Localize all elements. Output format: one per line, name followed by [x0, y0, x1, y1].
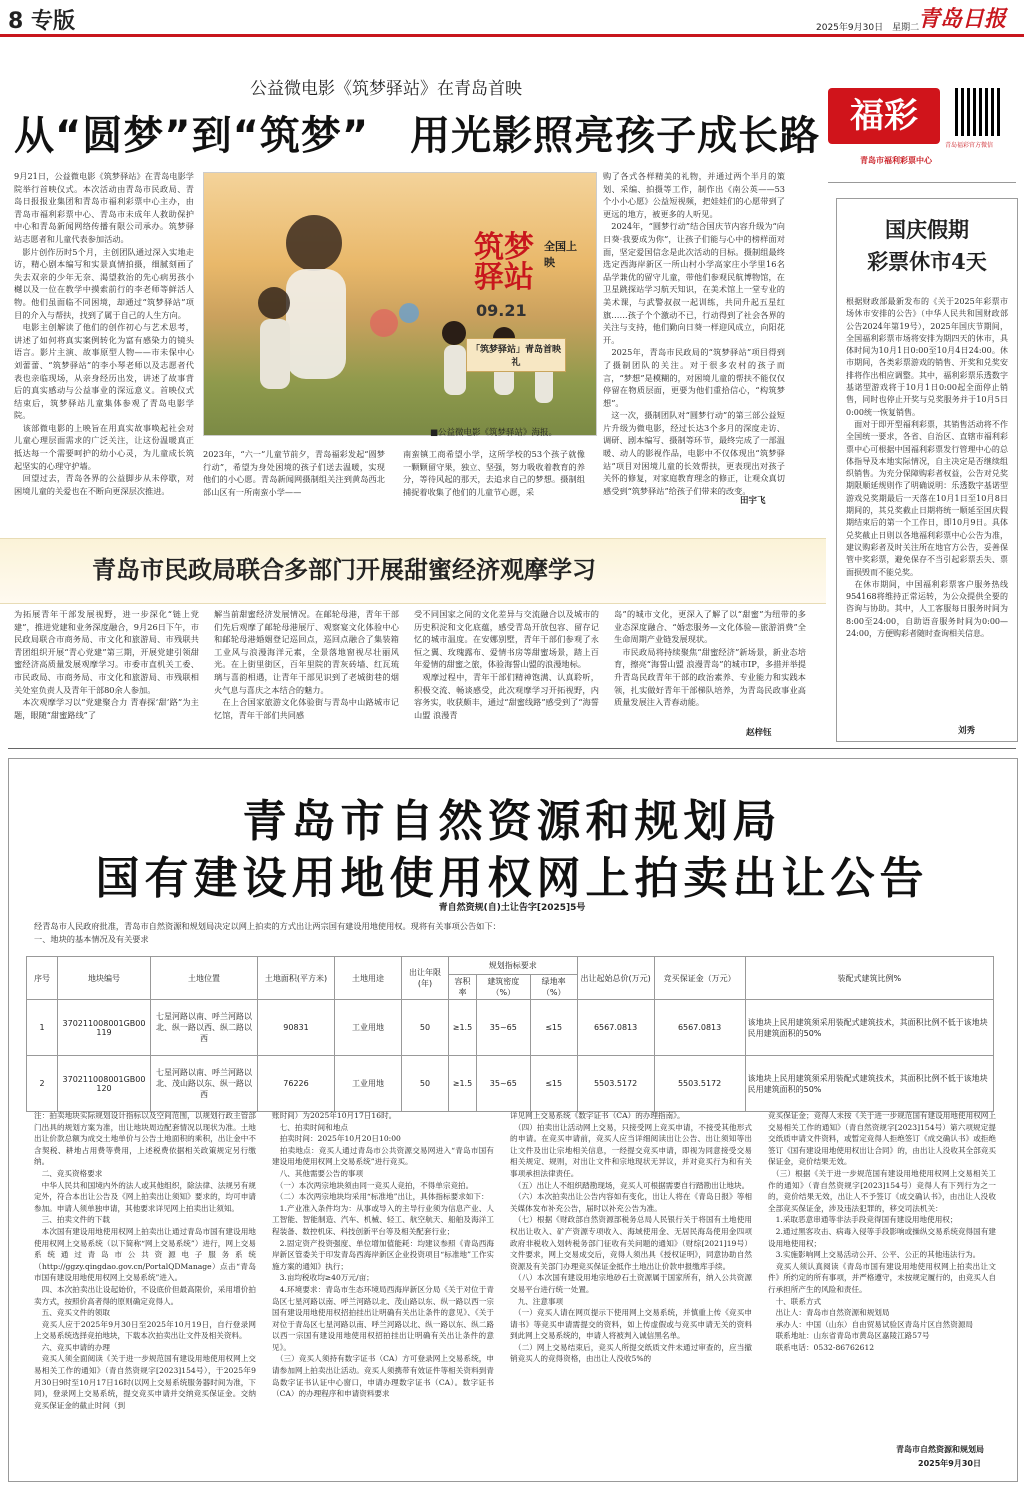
announcement-intro: 经青岛市人民政府批准，青岛市自然资源和规划局决定以网上拍卖的方式出让两宗国有建设用地使用权。现将有关事项公告如下： 一、地块的基本情况及有关要求	[34, 921, 501, 944]
announcement-col3: 详见网上交易系统《数字证书（CA）的办理指南》。 （四）拍卖出让活动网上交易，只接受网上竞买申请，不接受其他形式的申请。在竞买申请前，竞买人应当详细阅读出让公告、出让须知等出让文件及出让宗地相关信息，一经提交竞买申请，即视为同意接受交易相关规定、规则，对出让文件和宗地现状无异议，并对竞买行为和有关事项承担法律责任。 （五）出让人不组织踏勘现场，竞买人可根据需要自行踏勘出让地块。 （六）本次拍卖出让公告内容如有变化，出让人将在《青岛日报》等相关媒体发布补充公告，届时以补充公告为准。 （七）根据《财政部自然资源部税务总局人民银行关于将国有土地使用权出让收入、矿产资源专项收入、海域使用金、无居民海岛使用金四项政府非税收入划转税务部门征收有关问题的通知》（财综[2021]19号）文件要求，网上交易成交后，竞得人须出具《授权证明》，同意协助自然资源及有关部门办理竞买保证金抵作土地出让价款申报缴库手续。 （八）本次国有建设用地宗地砂石土资源属于国家所有，纳入公共资源交易平台进行统一处置。 九、注意事项 （一）竞买人请在网页提示下使用网上交易系统，并慎重上传《竞买申请书》等竞买申请需提交的资料，如上传虚假或与竞买申请无关的资料到此网上交易系统的，申请人将被判入诚信黑名单。 （二）网上交易结束后，竞买人所提交纸质文件未通过审查的，应当撤销竞买人的竞得资格，由出让人没收5%的	[510, 1111, 752, 1364]
cell-use: 工业用地	[335, 1000, 402, 1056]
table-row	[27, 1056, 994, 1112]
cell-parcel: 370211008001GB00119	[58, 1000, 151, 1056]
story2-col3: 受不同国家之间的文化差异与交流融合以及城市的历史积淀和文化底蕴，感受青岛开放包容、留存记忆的城市温度。在安娜别墅，青年干部们参观了永恒之翼、玫瑰露布、爱情书房等甜蜜场景，踏上百年爱情的甜蜜之旅，体验海誓山盟的浪漫地标。 观摩过程中，青年干部们精神饱满、认真聆听，积极交流、畅谈感受，此次观摩学习开拓视野，内容务实，收获颇丰，通过“甜蜜线路”感受到了“海誓山盟 浪漫青	[414, 609, 599, 720]
cell-seq: 1	[27, 1000, 58, 1056]
cell-prefab: 该地块上民用建筑须采用装配式建筑技术，其面积比例不低于该地块民用建筑面积的50%	[745, 1000, 993, 1056]
announcement-col2: 账时间）为2025年10月17日16时。 七、拍卖时间和地点 拍卖时间：2025年10月20日10:00 拍卖地点：竞买人通过青岛市公共资源交易网进入“青岛市国有建设用地使用权网上交易系统”进行竞买。 八、其他需要公告的事项 （一）本次两宗地块须由同一竞买人竞拍，不得单宗竞拍。 （二）本次两宗地块均采用“标准地”出让，具体指标要求如下： 1.产业准入条件均为：从事或导入的主导行业须为信息产业、人工智能、智能制造、汽车、机械、轻工、航空航天、船舶及海洋工程装备、数控机床、科技创新平台等及相关配套行业； 2.固定资产投资强度、单位增加值能耗：均建议参照《青岛西海岸新区管委关于印发青岛西海岸新区企业投资项目“标准地”工作实施方案的通知》执行； 3.亩均税收均≥40万元/亩； 4.环境要求：青岛市生态环境局西海岸新区分局《关于对位于青岛区七星河路以南、呼兰河路以北、茂山路以东、纵一路以西一宗国有建设用地使用权招拍挂出让明确有关出让条件的意见》、《关于对位于青岛区七星河路以南、呼兰河路以北、纵一路以东、纵二路以西一宗国有建设用地使用权招拍挂出让明确有关出让条件的意见》。 （三）竞买人须持有数字证书（CA）方可登录网上交易系统，申请参加网上拍卖出让活动。竞买人须携带有效证件等相关资料到青岛数字证书认证中心窗口，申请办理数字证书（CA）。数字证书（CA）的办理程序和申请资料要求	[272, 1111, 494, 1399]
page-label: 8 专版	[8, 9, 75, 34]
th-start-price: 出让起始总价(万元)	[577, 957, 654, 1000]
th-seq: 序号	[27, 957, 58, 1000]
cell-density: 35~65	[476, 1056, 530, 1112]
cell-years: 50	[402, 1056, 449, 1112]
sidebar-byline: 刘秀	[958, 726, 976, 736]
cell-use: 工业用地	[335, 1056, 402, 1112]
poster-title: 筑梦驿站	[474, 230, 534, 295]
poster-illustration	[204, 173, 596, 435]
cell-deposit: 6567.0813	[654, 1000, 745, 1056]
lottery-center-name: 青岛市福利彩票中心	[860, 156, 932, 165]
cell-start-price: 5503.5172	[577, 1056, 654, 1112]
cell-deposit: 5503.5172	[654, 1056, 745, 1112]
cell-seq: 2	[27, 1056, 58, 1112]
cell-parcel: 370211008001GB00120	[58, 1056, 151, 1112]
cell-location: 七星河路以南、呼兰河路以北、茂山路以东、纵一路以西	[151, 1056, 258, 1112]
issue-date: 2025年9月30日 星期二	[816, 23, 920, 33]
story1-col4: 购了各式各样精美的礼物，并通过两个半月的策划、采编、拍摄等工作，制作出《南公英——53个小小心愿》公益短视频，把娃娃们的心愿带到了更远的地方，被更多的人听见。 2024年，“圆梦行动”结合国庆节内容升级为“向日葵·我要成为你”，让孩子们能与心中的榜样面对面，坚定爱国信念是此次活动的目标。摄制组最终选定西海岸新区一所山村小学高家庄小学里16名品学兼优的留守儿童，带他们参观民航博物馆，在卫星跳探站学习航天知识，在美术馆上一堂专业的美术课，与武警叔叔一起训练，共同升起五星红旗……孩子个个激动不已，行动得到了社会各界的关注与支持，他们勤向日葵一样迎风成立，向阳花开。 2025年，青岛市民政局的“筑梦驿站”项目得到了摄制团队的关注。对于很多农村的孩子而言，“梦想”是模糊的，对困境儿童的帮扶不能仅仅停留在物质层面，更要为他们重拾信心，“构筑梦想”。 这一次，摄制团队对“圆梦行动”的第三部公益短片升级为微电影，经过长达3个多月的深度走访、调研、剧本编写、摄制等环节，最终完成了一部温暖、动人的影视作品，电影中不仅体现出“筑梦驿站”项目对困境儿童的长效帮扶，更表现出对孩子关怀的修复，对家庭教育理念的修正，让观众真切感受到“筑梦驿站”给孩子们带来的改变。	[603, 171, 785, 496]
story2-col4: 岛”的城市文化，更深入了解了以“甜蜜”为纽带的多业态深度融合、“婚恋服务—文化体验—旅游消费”全生命周期产业链发展现状。 市民政局将持续聚焦“甜蜜经济”新场景，新业态培育，擦亮“海誓山盟 浪漫青岛”的城市IP，多措并举提升青岛民政青年干部的政治素养、专业能力和实践本领，扎实做好青年干部梯队培养，为青岛民政事业高质量发展注入青春动能。	[614, 609, 806, 708]
story1-kicker: 公益微电影《筑梦驿站》在青岛首映	[250, 79, 522, 99]
story2-byline: 赵梓钰	[746, 728, 772, 738]
cell-far: ≥1.5	[449, 1000, 477, 1056]
th-indicators: 规划指标要求	[449, 957, 578, 975]
header-rule	[0, 34, 1024, 37]
story1-col3: 南蛮镇工商希望小学，这所学校的53个孩子就像一颗颗留守果，独立、坚强，努力吸收着教育的养分，等待风起的那天，去追求自己的梦想。摄制组捕捉着收集了他们的儿童节心愿，采	[403, 449, 585, 497]
cell-prefab: 该地块上民用建筑须采用装配式建筑技术，其面积比例不低于该地块民用建筑面积的50%	[745, 1056, 993, 1112]
story2-col2: 解当前甜蜜经济发展情况。在邮轮母港，青年干部们先后观摩了邮轮母港展厅、观察宴文化体验中心和邮轮母港婚姻登记巡回点，巡回点融合了集装箱工业风与浪漫海洋元素，全景落地窗视尽壮丽风光。在上街里街区，百年里院的青灰砖墙、红瓦琉璃与喜韵相遇，让青年干部见识到了老城街巷的烟火气息与喜庆之本结合的魅力。 在上合国家旅游文化体验街与青岛中山路城市记忆馆，青年干部们共同感	[214, 609, 399, 720]
story1-byline: 田宇飞	[740, 496, 766, 506]
fucai-logo: 福彩	[828, 88, 940, 144]
th-deposit: 竞买保证金（万元）	[654, 957, 745, 1000]
photo-caption: ■公益微电影《筑梦驿站》海报。	[430, 428, 558, 438]
newspaper-logo: 青岛日报	[918, 6, 1007, 32]
cell-years: 50	[402, 1000, 449, 1056]
sidebar-title: 国庆假期 彩票休市4天	[867, 217, 987, 274]
announcement-col1: 注：拍卖地块实际规划设计指标以及空间范围，以规划行政主管部门出具的规划方案为准，出让地块周边配套情况以现状为准。土地出让价款总额为成交土地单价与公告土地面积的乘积，出让金中不含契税、耕地占用费等费用，上述税费依据相关政策规定另行缴纳。 二、竞买资格要求 中华人民共和国境内外的法人或其他组织，除法律、法规另有规定外，符合本出让公告及《网上拍卖出让须知》要求的，均可申请参加。申请人须单独申请，其他要求详见网上拍卖出让须知。 三、拍卖文件的下载 本次国有建设用地使用权网上拍卖出让通过青岛市国有建设用地使用权网上交易系统（以下简称“网上交易系统”）进行，网上交易系统通过青岛市公共资源电子服务系统（http://ggzy.qingdao.gov.cn/PortalQDManage）点击“青岛市国有建设用地使用权网上交易系统”进入。 四、本次拍卖出让设起始价，不设底价但最高限价，采用增价拍卖方式，按照价高者得的原则确定竞得人。 五、竞买文件的领取 竞买人应于2025年9月30日至2025年10月19日，自行登录网上交易系统选择竞拍地块，下载本次拍卖出让文件及相关资料。 六、竞买申请的办理 竞买人须全面阅读《关于进一步规范国有建设用地使用权网上交易相关工作的通知》（青自然资规字[2023]154号），于2025年9月30日9时至10月17日16时(以网上交易系统服务器时间为准，下同)，登录网上交易系统，提交竞买申请并交纳竞买保证金。交纳竞买保证金的截止时间（到	[34, 1111, 256, 1410]
announcement-title-1: 青岛市自然资源和规划局	[242, 796, 782, 847]
story2-headline: 青岛市民政局联合多部门开展甜蜜经济观摩学习	[92, 556, 596, 584]
th-use: 土地用途	[335, 957, 402, 1000]
story1-col2: 2023年，“六一”儿童节前夕，青岛福彩发起“圆梦行动”，希望为身处困境的孩子们送去温暖，实现他们的小心愿。青岛新闻网摄制组关注到黄岛西北部山区有一所南蛮小学——	[203, 449, 385, 497]
announcement-signature-org: 青岛市自然资源和规划局	[896, 1445, 984, 1454]
story1-headline: 从“圆梦”到“筑梦” 用光影照亮孩子成长路	[14, 113, 821, 159]
poster-subtitle: 「筑梦驿站」青岛首映礼	[466, 338, 566, 372]
poster-release: 全国上映	[544, 240, 577, 269]
qr-code-icon	[955, 88, 1003, 136]
cell-start-price: 6567.0813	[577, 1000, 654, 1056]
cell-far: ≥1.5	[449, 1056, 477, 1112]
th-area: 土地面积(平方米)	[258, 957, 335, 1000]
cell-area: 76226	[258, 1056, 335, 1112]
story2-col1: 为拓展青年干部发展视野，进一步深化“链上党建”，推进党建和业务深度融合，9月26日下午，市民政局联合市商务局、市文化和旅游局、市残联共青团组织开展“青心党建”第三期，开展党建引领甜蜜经济高质量发展观摩学习。市委市直机关工委、市民政局、市商务局、市文化和旅游局、市残联相关处室负责人及青年干部80余人参加。 本次观摩学习以“党建聚合力 青春探‘甜’路”为主题，眼随“甜蜜路线”了	[14, 609, 199, 720]
announcement-col4: 竞买保证金；竞得人未按《关于进一步规范国有建设用地使用权网上交易相关工作的通知》（青自然资规字[2023]154号）第六项规定提交纸质申请文件资料，或暂定竞得人拒绝签订《成交确认书》或拒绝签订《国有建设用地使用权出让合同》的，由出让人没收其全部竞买保证金，竞价结果无效。 （三）根据《关于进一步规范国有建设用地使用权网上交易相关工作的通知》（青自然资规字[2023]154号）竞得人有下列行为之一的，竞价结果无效，出让人不予签订《成交确认书》，由出让人没收全部竞买保证金，涉及违法犯罪的，移交司法机关： 1.采取恶意串通等非法手段竞得国有建设用地使用权； 2.通过黑客攻击、病毒入侵等手段影响或操纵交易系统竞得国有建设用地使用权； 3.实施影响网上交易活动公开、公平、公正的其他违法行为。 竞买人须认真阅读《青岛市国有建设用地使用权网上拍卖出让文件》所约定的所有事项，并严格遵守，未按规定履行的，由竞买人自行承担所产生的风险和责任。 十、联系方式 出让人：青岛市自然资源和规划局 承办人：中国（山东）自由贸易试验区青岛片区自然资源局 联系地址：山东省青岛市黄岛区嘉陵江路57号 联系电话：0532-86762612	[768, 1111, 996, 1352]
th-prefab: 装配式建筑比例%	[745, 957, 993, 1000]
announcement-signature-date: 2025年9月30日	[918, 1459, 981, 1468]
cell-green: ≤15	[530, 1000, 577, 1056]
cell-location: 七星河路以南、呼兰河路以北、纵一路以西、纵二路以西	[151, 1000, 258, 1056]
fucai-tagline: 青岛福彩官方微信	[945, 142, 994, 149]
story1-col1: 9月21日，公益微电影《筑梦驿站》在青岛电影学院举行首映仪式。本次活动由青岛市民政局、青岛日报报业集团和青岛市福利彩票中心主办，由青岛市福利彩票中心、青岛市未成年人救助保护中心和青岛新闻网络传播有限公司承办。筑梦驿站志愿者和儿童代表参加活动。 影片创作历时5个月，主创团队通过深入实地走访，精心剧本编写和实景真情拍摄，细腻刻画了失去双亲的少年无奈、渴望救治的先心病男孩小樾以及一位在教学中摸索前行的李老师等鲜活人物。他们虽面临不同困境，却通过“筑梦驿站”项目的介入与帮扶，找到了属于自己的人生方向。 电影主创解读了他们的创作初心与艺术思考，讲述了如何将真实案例转化为富有感染力的镜头语言。影片主演、故事原型人物——市未保中心刘蕾蕾、“筑梦驿站”的李小琴老师以及志愿者代表也亲临现场，从亲身经历出发，讲述了故事背后的真实感动与公益事业的深远意义。首映仪式结束后，筑梦驿站儿童集体参观了青岛电影学院。 该部微电影的上映旨在用真实故事唤起社会对儿童心理层面需求的广泛关注，让这份温暖真正抵达每一个需要呵护的幼小心灵，为儿童成长筑起坚实的心理守护墙。 回望过去，青岛各界的公益脚步从未停歇，对困境儿童的关爱也在不断向更深层次推进。	[14, 171, 194, 496]
th-years: 出让年限(年)	[402, 957, 449, 1000]
cell-green: ≤15	[530, 1056, 577, 1112]
th-far: 容积率	[449, 975, 477, 1000]
announcement-number: 青自然资规(自)土让告字[2025]5号	[438, 903, 586, 913]
cell-density: 35~65	[476, 1000, 530, 1056]
table-row	[27, 1000, 994, 1056]
th-density: 建筑密度（%）	[476, 975, 530, 1000]
sidebar-body: 根据财政部最新发布的《关于2025年彩票市场休市安排的公告》（中华人民共和国财政部公告2024年第19号），2025年国庆节期间，全国福利彩票市场将安排为期四天的休市，具体时间为10月1日0:00至10月4日24:00。休市期间，各类彩票游戏的销售、开奖和兑奖安排将作出相应调整。其中，福利彩票乐透数字基诺型游戏将于10月1日0:00起全面停止销售，同时也停止开奖与兑奖服务并于10月5日0:00统一恢复销售。 面对于即开型福利彩票，其销售活动将不作全国统一要求，各省、自治区、直辖市福利彩票中心可根据中国福利彩票发行管理中心的总体指导及本地实际情况，自主决定是否继续组织销售。为充分保障购彩者权益，公告对兑奖期限顺延规则作了明确说明：乐透数字基诺型游戏兑奖期最后一天落在10月1日至10月8日期间的，其兑奖截止日期将统一顺延至国庆假期结束后的第一个工作日，即10月9日。具体兑奖截止日则以各地福利彩票中心公告为准，建议购彩者及时关注所在地官方公告，妥善保管中奖彩票，避免保存不当引起彩票丢失、票面损毁而不能兑奖。 在休市期间，中国福利彩票客户服务热线954168将维持正常运转，为公众提供全要的咨询与协助。其中，人工客服每日服务时间为8:00至24:00，自助语音服务时间为0:00—24:00，方便购彩者随时查询相关信息。	[846, 297, 1008, 639]
poster-photo	[203, 172, 597, 436]
th-parcel: 地块编号	[58, 957, 151, 1000]
land-parcels-table	[26, 956, 994, 1112]
th-green: 绿地率（%）	[530, 975, 577, 1000]
poster-date: 09.21	[476, 301, 527, 320]
section-divider	[8, 748, 1016, 749]
th-location: 土地位置	[151, 957, 258, 1000]
divider	[828, 182, 1016, 183]
cell-area: 90831	[258, 1000, 335, 1056]
announcement-title-2: 国有建设用地使用权网上拍卖出让公告	[95, 853, 929, 904]
